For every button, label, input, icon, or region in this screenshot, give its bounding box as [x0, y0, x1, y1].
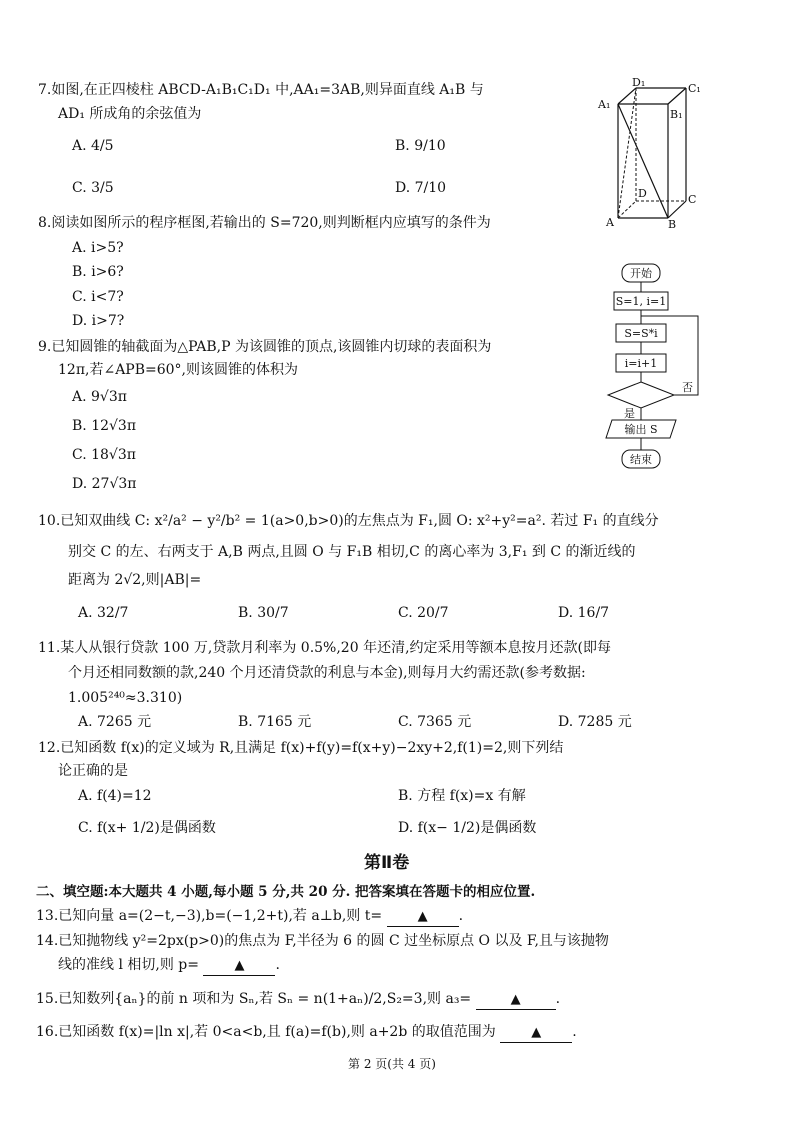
- flow-inc: i=i+1: [624, 357, 658, 370]
- q12-option-c: C. f(x+ 1/2)是偶函数: [78, 820, 216, 836]
- label-c1: C₁: [688, 82, 701, 95]
- q9-option-d: D. 27√3π: [72, 476, 137, 492]
- q15-answer-blank[interactable]: [476, 991, 556, 1010]
- q16-stem: 16.已知函数 f(x)=|ln x|,若 0<a<b,且 f(a)=f(b),则 a+2b 的取值范围为: [36, 1024, 496, 1040]
- q7-stem-line1: 7.如图,在正四棱柱 ABCD-A₁B₁C₁D₁ 中,AA₁=3AB,则异面直线 A₁B 与: [38, 82, 484, 98]
- q14-answer-blank[interactable]: [203, 957, 275, 976]
- q14-stem-line2: 线的准线 l 相切,则 p=: [58, 957, 199, 973]
- q13-answer-blank[interactable]: [387, 908, 459, 927]
- flow-yes: 是: [624, 407, 635, 420]
- q15-stem: 15.已知数列{aₙ}的前 n 项和为 Sₙ,若 Sₙ = n(1+aₙ)/2,S₂=3,则 a₃=: [36, 991, 472, 1007]
- label-c: C: [688, 193, 697, 206]
- q14-line2: 线的准线 l 相切,则 p= ▲ .: [58, 957, 280, 976]
- flow-mul: S=S*i: [624, 327, 658, 340]
- q7-option-c: C. 3/5: [72, 180, 114, 196]
- flow-end: 结束: [630, 453, 652, 466]
- q13-line: 13.已知向量 a=(2−t,−3),b=(−1,2+t),若 a⊥b,则 t= ▲ .: [36, 908, 463, 927]
- q12-option-d: D. f(x− 1/2)是偶函数: [398, 820, 537, 836]
- q12-stem-line1: 12.已知函数 f(x)的定义域为 R,且满足 f(x)+f(y)=f(x+y)−2xy+2,f(1)=2,则下列结: [38, 740, 564, 756]
- q14-blank-marker: ▲: [234, 958, 245, 973]
- q11-stem-line1: 11.某人从银行贷款 100 万,贷款月利率为 0.5%,20 年还清,约定采用等额本息按月还款(即每: [38, 640, 611, 656]
- q13-blank-marker: ▲: [417, 909, 428, 924]
- q10-stem-line2: 别交 C 的左、右两支于 A,B 两点,且圆 O 与 F₁B 相切,C 的离心率为 3,F₁ 到 C 的渐近线的: [68, 544, 636, 560]
- label-b1: B₁: [670, 108, 683, 121]
- flow-no: 否: [682, 381, 693, 394]
- q7-option-a: A. 4/5: [72, 138, 114, 154]
- q11-stem-line3: 1.005²⁴⁰≈3.310): [68, 690, 183, 706]
- q8-option-c: C. i<7?: [72, 289, 124, 305]
- flow-out: 输出 S: [624, 423, 658, 436]
- q11-option-b: B. 7165 元: [238, 714, 312, 730]
- flow-start: 开始: [630, 267, 652, 280]
- q11-option-c: C. 7365 元: [398, 714, 472, 730]
- page-footer: 第 2 页(共 4 页): [348, 1057, 436, 1071]
- part2-instructions: 二、填空题:本大题共 4 小题,每小题 5 分,共 20 分. 把答案填在答题卡的相应位置.: [36, 884, 536, 900]
- q7-stem-line2: AD₁ 所成角的余弦值为: [58, 106, 202, 122]
- q10-option-d: D. 16/7: [558, 605, 610, 621]
- flow-decision: [608, 382, 674, 408]
- q11-option-d: D. 7285 元: [558, 714, 632, 730]
- q9-stem-line2: 12π,若∠APB=60°,则该圆锥的体积为: [58, 362, 299, 378]
- flow-init: S=1, i=1: [615, 295, 667, 308]
- label-a: A: [606, 216, 614, 228]
- q12-option-a: A. f(4)=12: [78, 788, 152, 804]
- q10-option-c: C. 20/7: [398, 605, 449, 621]
- q9-stem-line1: 9.已知圆锥的轴截面为△PAB,P 为该圆锥的顶点,该圆锥内切球的表面积为: [38, 339, 492, 355]
- label-b: B: [668, 218, 677, 228]
- q9-option-c: C. 18√3π: [72, 447, 136, 463]
- q11-stem-line2: 个月还相同数额的款,240 个月还清贷款的利息与本金),则每月大约需还款(参考数据:: [68, 665, 586, 681]
- q8-stem: 8.阅读如图所示的程序框图,若输出的 S=720,则判断框内应填写的条件为: [38, 215, 491, 231]
- q10-option-a: A. 32/7: [78, 605, 129, 621]
- q9-option-a: A. 9√3π: [72, 389, 127, 405]
- q8-option-a: A. i>5?: [72, 240, 124, 256]
- label-a1: A₁: [598, 98, 611, 111]
- label-d: D: [638, 187, 647, 200]
- q16-answer-blank[interactable]: [500, 1024, 572, 1043]
- label-d1: D₁: [632, 78, 646, 89]
- q16-blank-marker: ▲: [531, 1025, 542, 1040]
- q15-blank-marker: ▲: [510, 992, 521, 1007]
- q13-stem: 13.已知向量 a=(2−t,−3),b=(−1,2+t),若 a⊥b,则 t=: [36, 908, 383, 924]
- q10-stem-line3: 距离为 2√2,则|AB|=: [68, 572, 202, 588]
- q8-option-d: D. i>7?: [72, 313, 125, 329]
- q7-option-b: B. 9/10: [395, 138, 446, 154]
- q9-option-b: B. 12√3π: [72, 418, 137, 434]
- q8-option-b: B. i>6?: [72, 264, 124, 280]
- part2-title: 第Ⅱ卷: [364, 853, 410, 873]
- flowchart-figure: [600, 262, 708, 474]
- q10-option-b: B. 30/7: [238, 605, 289, 621]
- q10-stem-line1: 10.已知双曲线 C: x²/a² − y²/b² = 1(a>0,b>0)的左焦点为 F₁,圆 O: x²+y²=a². 若过 F₁ 的直线分: [38, 513, 659, 529]
- q12-option-b: B. 方程 f(x)=x 有解: [398, 788, 526, 804]
- q16-line: 16.已知函数 f(x)=|ln x|,若 0<a<b,且 f(a)=f(b),则 a+2b 的取值范围为 ▲ .: [36, 1024, 577, 1043]
- q15-line: 15.已知数列{aₙ}的前 n 项和为 Sₙ,若 Sₙ = n(1+aₙ)/2,S₂=3,则 a₃= ▲ .: [36, 991, 560, 1010]
- q7-option-d: D. 7/10: [395, 180, 447, 196]
- prism-figure: [596, 78, 706, 228]
- q14-stem-line1: 14.已知抛物线 y²=2px(p>0)的焦点为 F,半径为 6 的圆 C 过坐标原点 O 以及 F,且与该抛物: [36, 933, 609, 949]
- q11-option-a: A. 7265 元: [78, 714, 152, 730]
- q12-stem-line2: 论正确的是: [58, 763, 128, 779]
